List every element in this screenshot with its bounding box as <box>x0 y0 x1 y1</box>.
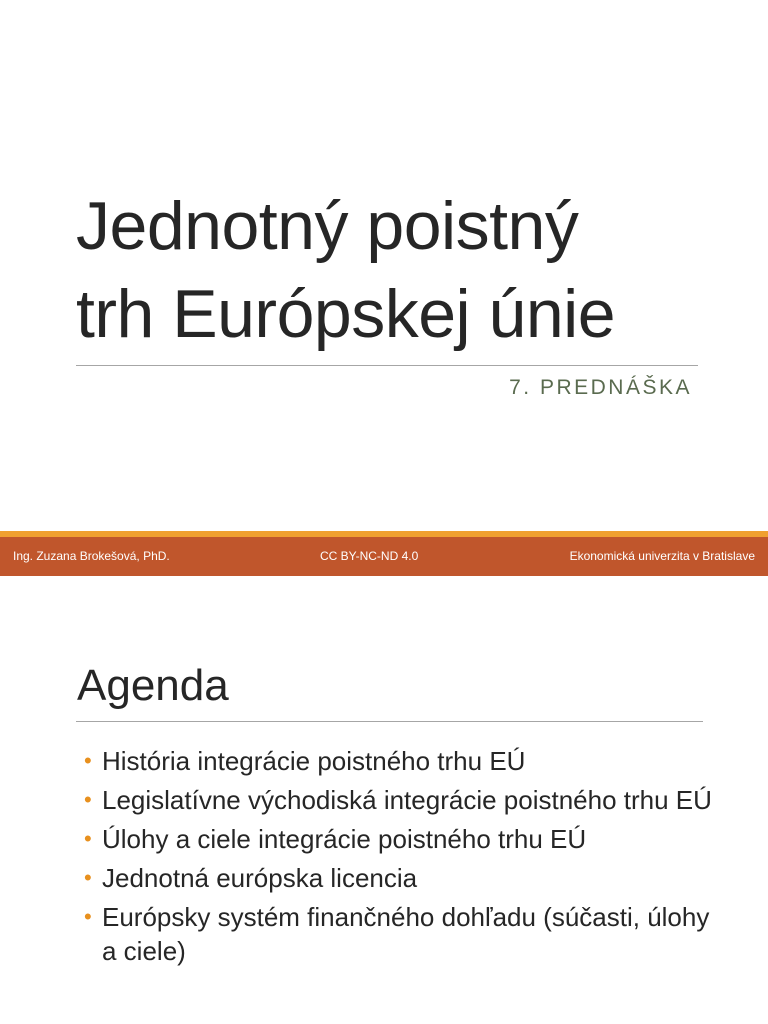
footer-institution: Ekonomická univerzita v Bratislave <box>569 549 755 563</box>
agenda-item <box>84 822 714 856</box>
agenda-list <box>84 744 714 973</box>
slide-title-line-1: Jednotný poistný <box>76 188 579 264</box>
slide-title-line-2: trh Európskej únie <box>76 276 616 352</box>
agenda-item <box>84 861 714 895</box>
agenda-slide <box>0 576 768 1024</box>
title-divider <box>76 365 698 366</box>
agenda-item <box>84 783 714 817</box>
bullet-icon: • <box>84 904 92 929</box>
footer-author: Ing. Zuzana Brokešová, PhD. <box>13 549 170 563</box>
agenda-item-text: Legislatívne východiská integrácie poistného trhu EÚ <box>102 785 712 815</box>
bullet-icon: • <box>84 787 92 812</box>
footer-license: CC BY-NC-ND 4.0 <box>320 549 419 563</box>
agenda-item-text: Európsky systém finančného dohľadu (súčasti, úlohy a ciele) <box>102 902 710 966</box>
bullet-icon: • <box>84 748 92 773</box>
agenda-divider <box>76 721 703 722</box>
slide-footer <box>0 537 768 576</box>
agenda-title: Agenda <box>77 661 229 710</box>
agenda-item-text: Jednotná európska licencia <box>102 863 418 893</box>
agenda-item <box>84 744 714 778</box>
agenda-item-text: Úlohy a ciele integrácie poistného trhu EÚ <box>102 824 587 854</box>
agenda-item <box>84 900 714 968</box>
slide-title <box>76 182 716 358</box>
bullet-icon: • <box>84 865 92 890</box>
slide-subtitle: 7. PREDNÁŠKA <box>509 376 692 399</box>
bullet-icon: • <box>84 826 92 851</box>
agenda-item-text: História integrácie poistného trhu EÚ <box>102 746 526 776</box>
